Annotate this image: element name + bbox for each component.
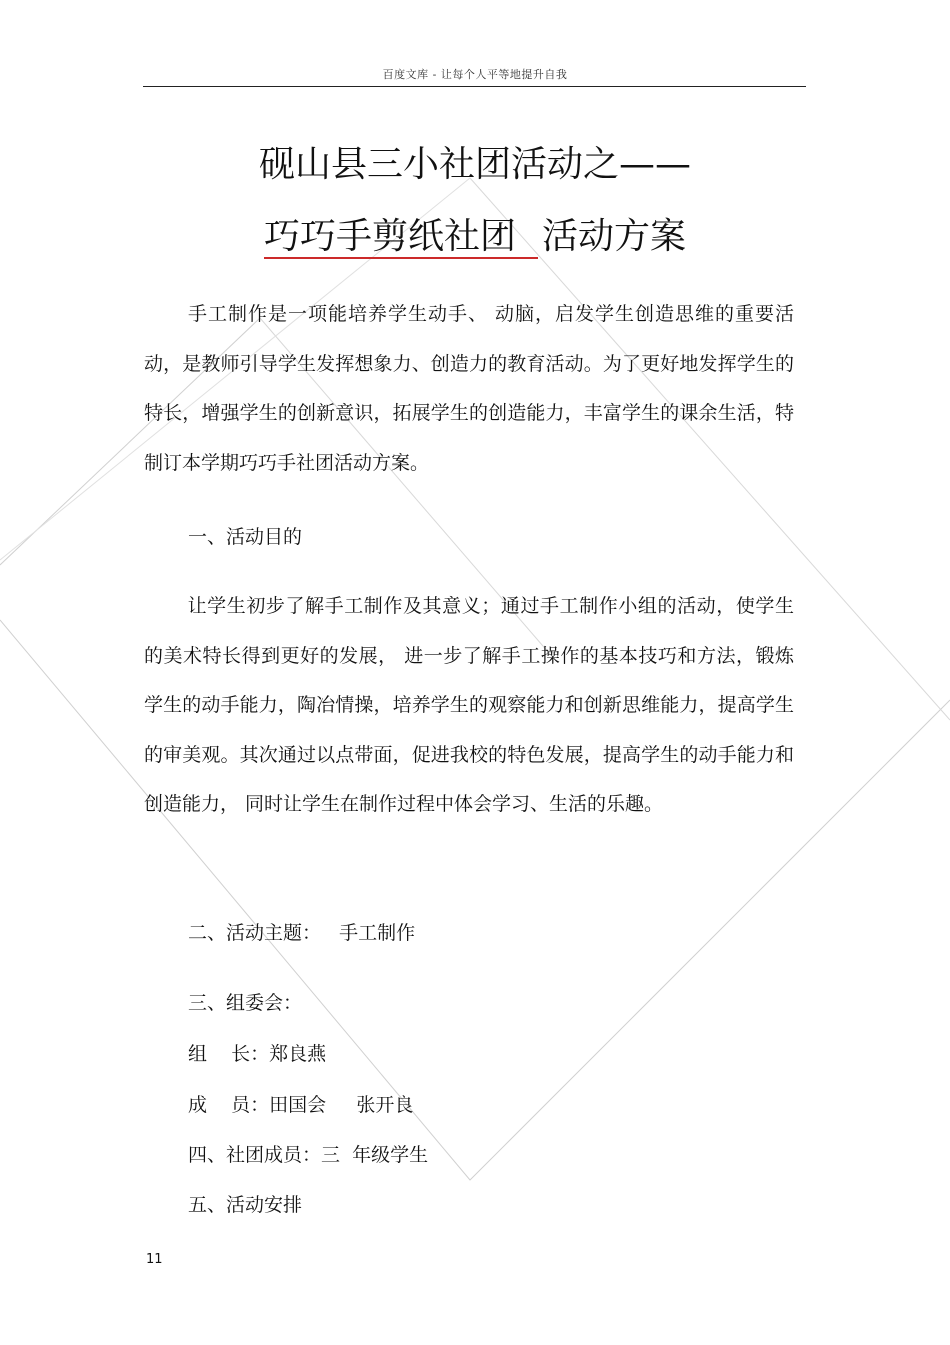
- title-plan-label: 活动方案: [542, 216, 687, 257]
- committee-members: 成 员：田国会 张开良: [188, 1094, 414, 1116]
- title-club-name: 巧巧手剪纸社团: [264, 216, 538, 259]
- page-header: 百度文库 - 让每个人平等地提升自我: [382, 68, 568, 81]
- section-5-heading: 五、活动安排: [188, 1194, 303, 1216]
- section-1-text: 让学生初步了解手工制作及其意义；通过手工制作小组的活动，使学生的美术特长得到更好的发展， 进一步了解手工操作的基本技巧和方法，锻炼学生的动手能力，陶冶情操，培养学生的观察能力和创新思维能力，提高学生的审美观。其次通过以点带面，促进我校的特色发展，提高学生的动手能力和创造能力， 同时让学生在制作过程中体会学习、生活的乐趣。: [144, 595, 794, 815]
- header-divider: [143, 86, 806, 87]
- intro-text: 手工制作是一项能培养学生动手、 动脑，启发学生创造思维的重要活动，是教师引导学生发挥想象力、创造力的教育活动。为了更好地发挥学生的特长，增强学生的创新意识，拓展学生的创造能力，丰富学生的课余生活，特制订本学期巧巧手社团活动方案。: [144, 303, 794, 474]
- section-3-heading: 三、组委会：: [188, 992, 303, 1014]
- section-1-heading: 一、活动目的: [188, 526, 303, 548]
- document-title-line-1: 砚山县三小社团活动之——: [258, 144, 691, 185]
- intro-paragraph: [144, 290, 794, 488]
- section-1-paragraph: [144, 582, 794, 830]
- section-2-heading: 二、活动主题： 手工制作: [188, 922, 416, 944]
- document-title-line-2: [0, 208, 950, 259]
- section-4-heading: 四、社团成员：三 年级学生: [188, 1144, 429, 1166]
- committee-leader: 组 长：郑良燕: [188, 1043, 327, 1065]
- page-number: 11: [146, 1252, 163, 1267]
